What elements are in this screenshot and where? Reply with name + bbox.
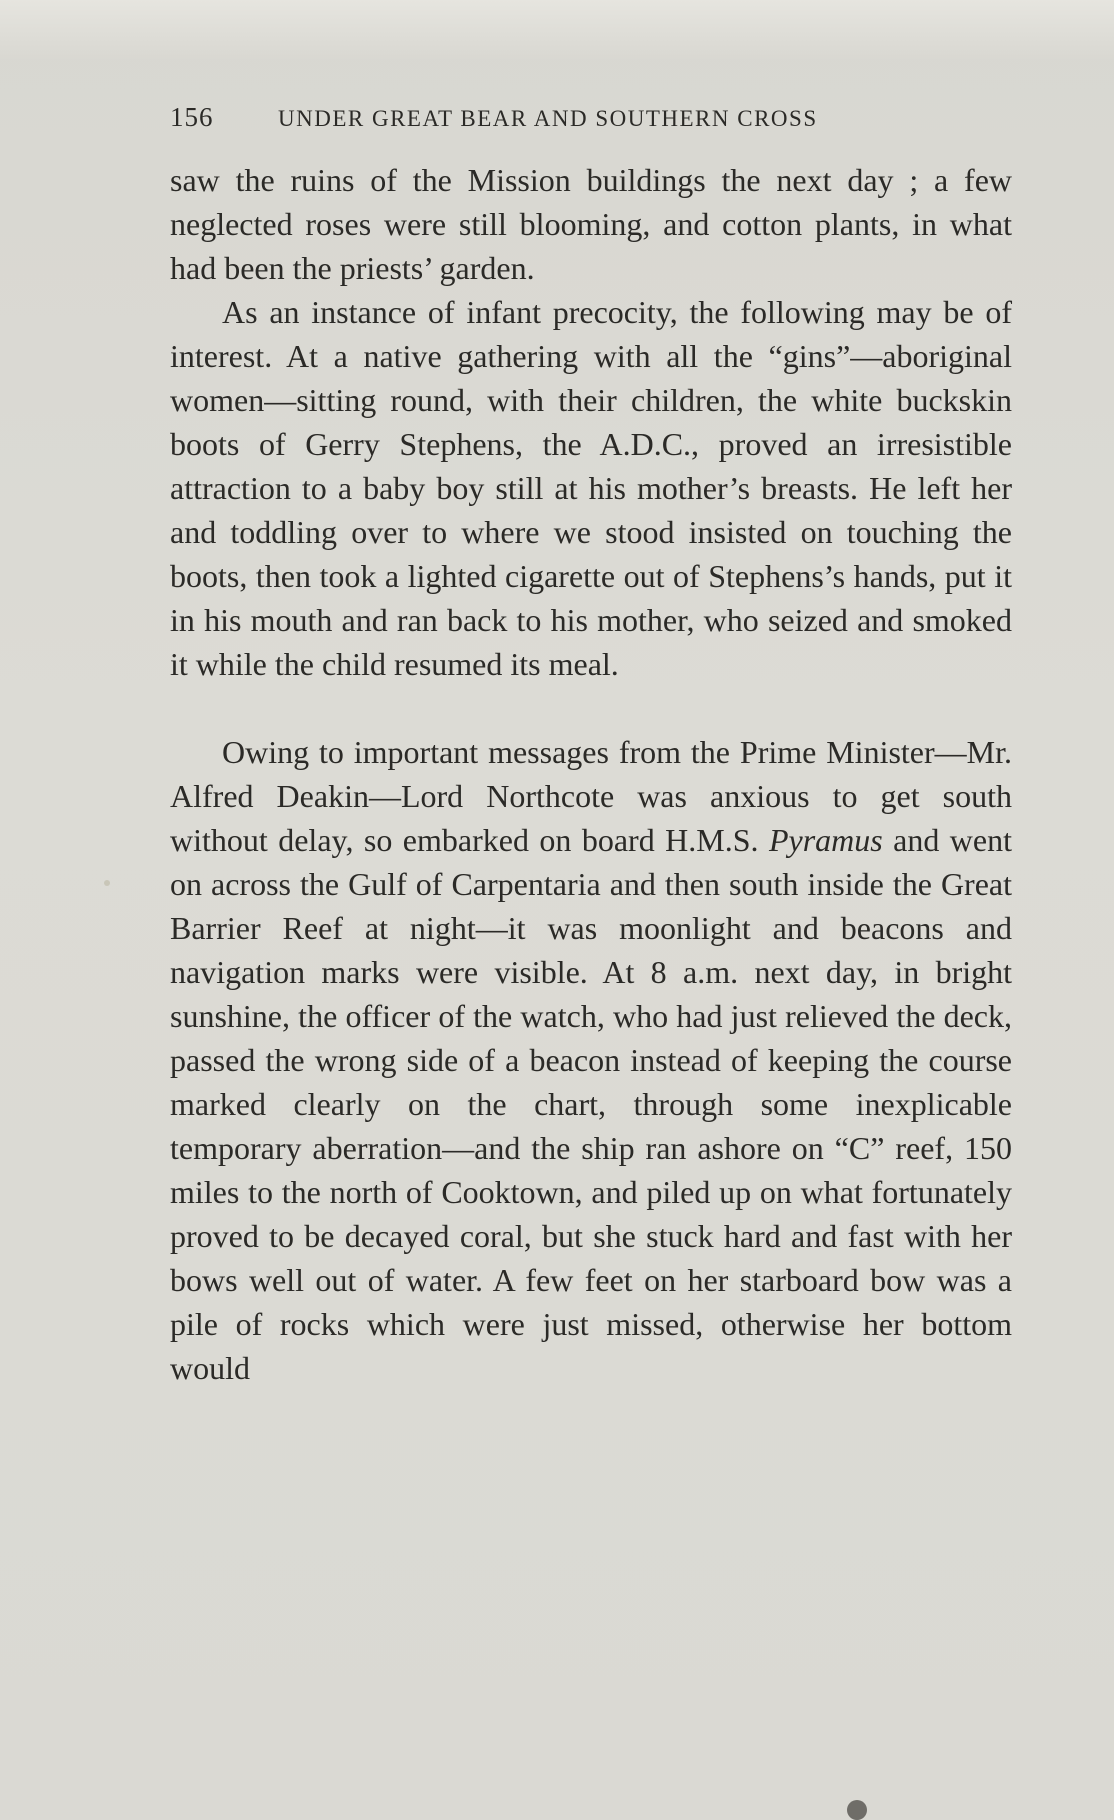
paragraph-pyramus bbox=[170, 730, 1012, 1390]
running-head: UNDER GREAT BEAR AND SOUTHERN CROSS bbox=[278, 106, 818, 131]
ship-name-italic: Pyramus bbox=[768, 822, 883, 858]
paragraph-pyramus-part-2: and went on across the Gulf of Carpentaria and then south inside the Great Barrier Reef at night—it was moonlight and beacons and navigation marks were visible. At 8 a.m. next day, in bright sunshine, the officer of the watch, who had just relieved the deck, passed the wrong side of a beacon instead of keeping the course marked clearly on the chart, through some inexplicable temporary aberration—and the ship ran ashore on “C” reef, 150 miles to the north of Cooktown, and piled up on what fortunately proved to be decayed coral, but she stuck hard and fast with her bows well out of water. A few feet on her starboard bow was a pile of rocks which were just missed, otherwise her bottom would bbox=[170, 822, 1013, 1386]
page-header bbox=[170, 102, 1010, 142]
paragraph-infant-precocity: As an instance of infant precocity, the following may be of interest. At a native gathering with all the “gins”—aboriginal women—sitting round, with their children, the white buckskin boots of Gerry Stephens, the A.D.C., proved an irresistible attraction to a baby boy still at his mother’s breasts. He left her and toddling over to where we stood insisted on touching the boots, then took a lighted cigarette out of Stephens’s hands, put it in his mouth and ran back to his mother, who seized and smoked it while the child resumed its meal. bbox=[170, 294, 1012, 682]
page-number: 156 bbox=[170, 102, 214, 132]
binding-hole bbox=[847, 1800, 867, 1820]
paragraph-pyramus-part-1: Owing to important messages from the Prime Minister—Mr. Alfred Deakin—Lord Northcote was anxious to get south without delay, so embarked on board H.M.S. bbox=[170, 734, 1012, 858]
paper-speck bbox=[104, 880, 110, 886]
body-text bbox=[170, 158, 1012, 1390]
paragraph-continued: saw the ruins of the Mission buildings the next day ; a few neglected roses were still blooming, and cotton plants, in what had been the priests’ garden. bbox=[170, 162, 1012, 286]
page-top-edge bbox=[0, 0, 1114, 60]
